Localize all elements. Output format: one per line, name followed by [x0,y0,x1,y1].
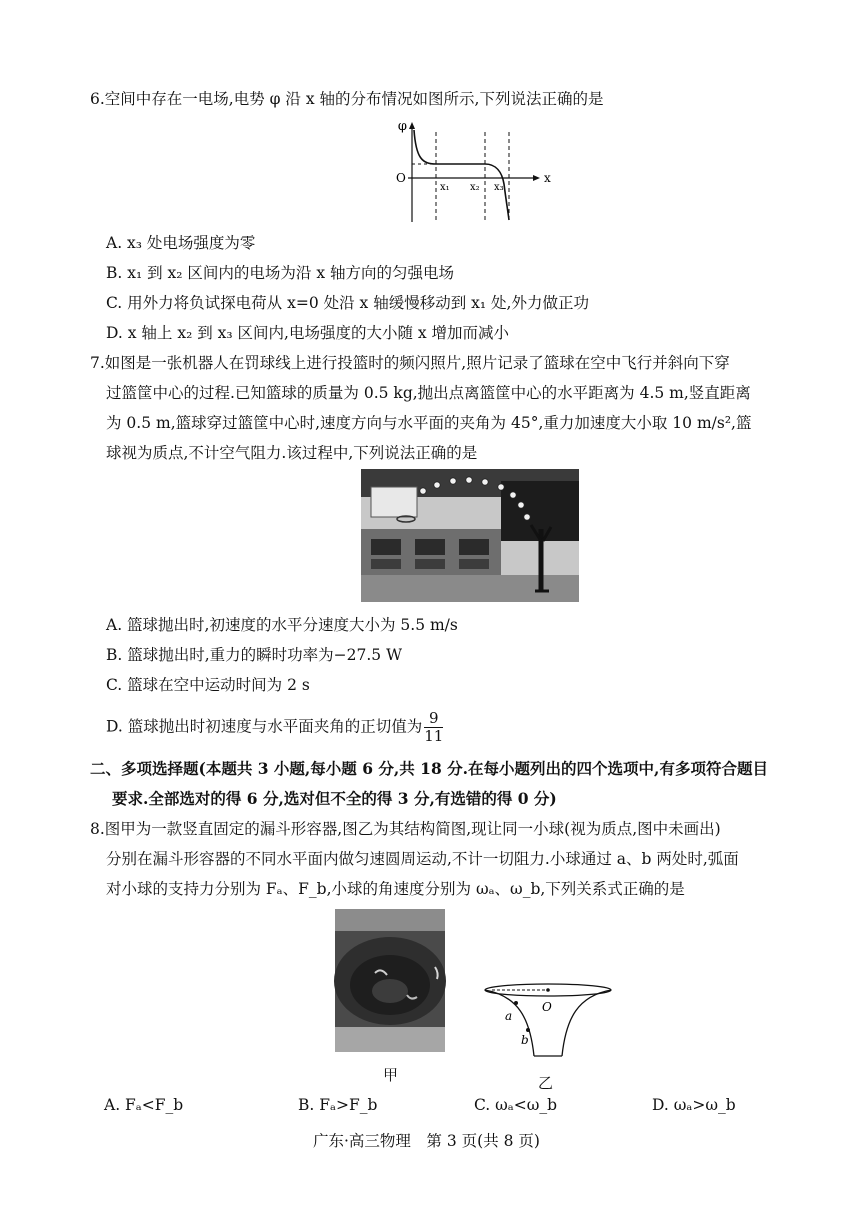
section2-heading-line-1: 二、多项选择题(本题共 3 小题,每小题 6 分,共 18 分.在每小题列出的四个选项中,有多项符合题目 [90,759,768,778]
x3-label: x₃ [494,182,504,193]
q8-option-d: D. ωₐ>ω_b [652,1096,736,1114]
x1-label: x₁ [440,182,450,193]
q7-option-d-text: D. 篮球抛出时初速度与水平面夹角的正切值为 [106,717,423,736]
q7-option-c: C. 篮球在空中运动时间为 2 s [106,676,310,694]
q8-stem-line-3: 对小球的支持力分别为 Fₐ、F_b,小球的角速度分别为 ωₐ、ω_b,下列关系式正确的是 [106,880,685,898]
basketball-robot-photo [361,469,579,602]
fraction-9-11 [424,710,443,745]
q7-stem-line-3: 为 0.5 m,篮球穿过篮筐中心时,速度方向与水平面的夹角为 45°,重力加速度大小取 10 m/s²,篮 [106,414,752,432]
x2-label: x₂ [470,182,480,193]
q8-option-c: C. ωₐ<ω_b [474,1096,558,1114]
q6-option-d: D. x 轴上 x₂ 到 x₃ 区间内,电场强度的大小随 x 增加而减小 [106,324,510,342]
diagram-label-b: b [521,1033,529,1047]
diagram-label-a: a [505,1009,513,1023]
q7-option-d [106,710,443,745]
q6-option-b: B. x₁ 到 x₂ 区间内的电场为沿 x 轴方向的匀强电场 [106,264,455,282]
funnel-container-photo [335,909,445,1052]
q8-option-b: B. Fₐ>F_b [298,1096,378,1114]
phi-label: φ [397,119,407,134]
fraction-denominator: 11 [424,727,444,745]
q8-option-a: A. Fₐ<F_b [104,1096,184,1114]
q7-stem-line-2: 过篮筐中心的过程.已知篮球的质量为 0.5 kg,抛出点离篮筐中心的水平距离为 4.5 m,竖直距离 [106,384,751,402]
q8-stem-line-2: 分别在漏斗形容器的不同水平面内做匀速圆周运动,不计一切阻力.小球通过 a、b 两处时,弧面 [106,850,739,868]
origin-label: O [396,171,406,185]
q8-stem-line-1: 8.图甲为一款竖直固定的漏斗形容器,图乙为其结构简图,现让同一小球(视为质点,图中未画出) [90,820,721,838]
diagram-label-o: O [542,1000,552,1014]
q6-option-c: C. 用外力将负试探电荷从 x=0 处沿 x 轴缓慢移动到 x₁ 处,外力做正功 [106,294,589,312]
funnel-structure-diagram [478,978,618,1062]
q7-option-b: B. 篮球抛出时,重力的瞬时功率为−27.5 W [106,646,403,664]
fraction-numerator: 9 [424,710,443,728]
q7-stem-line-1: 7.如图是一张机器人在罚球线上进行投篮时的频闪照片,照片记录了篮球在空中飞行并斜向下穿 [90,354,730,372]
x-axis-label: x [544,171,551,185]
page-footer: 广东·高三物理 第 3 页(共 8 页) [313,1132,540,1150]
q7-option-a: A. 篮球抛出时,初速度的水平分速度大小为 5.5 m/s [106,616,458,634]
q6-stem: 6.空间中存在一电场,电势 φ 沿 x 轴的分布情况如图所示,下列说法正确的是 [90,90,604,108]
potential-graph [390,118,550,228]
q6-option-a: A. x₃ 处电场强度为零 [106,234,256,252]
figure-caption-jia: 甲 [383,1066,399,1084]
figure-caption-yi: 乙 [538,1074,554,1092]
q7-stem-line-4: 球视为质点,不计空气阻力.该过程中,下列说法正确的是 [106,444,478,462]
section2-heading-line-2: 要求.全部选对的得 6 分,选对但不全的得 3 分,有选错的得 0 分) [112,789,557,808]
